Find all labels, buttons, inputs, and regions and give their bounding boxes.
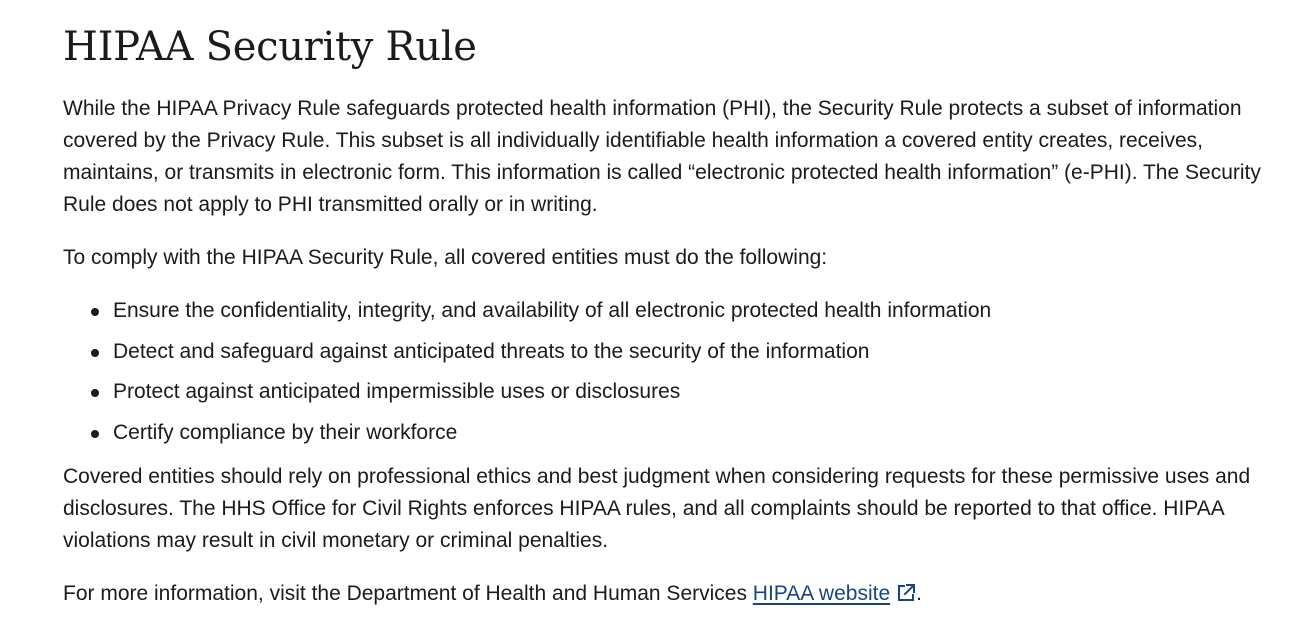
- comply-intro-paragraph: To comply with the HIPAA Security Rule, all covered entities must do the following:: [63, 246, 828, 269]
- bullet-icon: [91, 308, 99, 316]
- bullet-icon: [91, 389, 99, 397]
- list-item-text: Ensure the confidentiality, integrity, and availability of all electronic protected health information: [113, 299, 992, 322]
- list-item-text: Detect and safeguard against anticipated threats to the security of the information: [113, 339, 870, 363]
- more-info-suffix: .: [916, 581, 922, 605]
- intro-paragraph: While the HIPAA Privacy Rule safeguards protected health information (PHI), the Security Rule protects a subset of information covered by the Privacy Rule. This subset is all individually identifiable health information a covered entity creates, receives, maintains, or transmits in electronic form. This information is called “electronic protected health information” (e-PHI). The Security Rule does not apply to PHI transmitted orally or in writing.: [63, 97, 1261, 216]
- list-item-text: Certify compliance by their workforce: [113, 420, 458, 444]
- list-item: [113, 376, 1303, 408]
- main-content: [63, 20, 1303, 610]
- list-item: [113, 336, 1303, 368]
- external-link-icon: [896, 583, 916, 603]
- requirements-list: [63, 295, 1303, 449]
- hipaa-website-link[interactable]: [753, 582, 916, 605]
- hipaa-website-link-label: HIPAA website: [752, 581, 891, 605]
- list-item-text: Protect against anticipated impermissible uses or disclosures: [113, 380, 681, 403]
- covered-entities-paragraph: Covered entities should rely on professional ethics and best judgment when considering requests for these permissive uses and disclosures. The HHS Office for Civil Rights enforces HIPAA rules, and all complaints should be reported to that office. HIPAA violations may result in civil monetary or criminal penalties.: [63, 464, 1251, 552]
- page-title: HIPAA Security Rule: [63, 24, 477, 70]
- list-item: [113, 417, 1303, 449]
- more-info-prefix: For more information, visit the Department of Health and Human Services: [63, 581, 753, 605]
- bullet-icon: [91, 430, 99, 438]
- more-info-paragraph: [63, 578, 1303, 610]
- list-item: [113, 295, 1303, 327]
- bullet-icon: [91, 349, 99, 357]
